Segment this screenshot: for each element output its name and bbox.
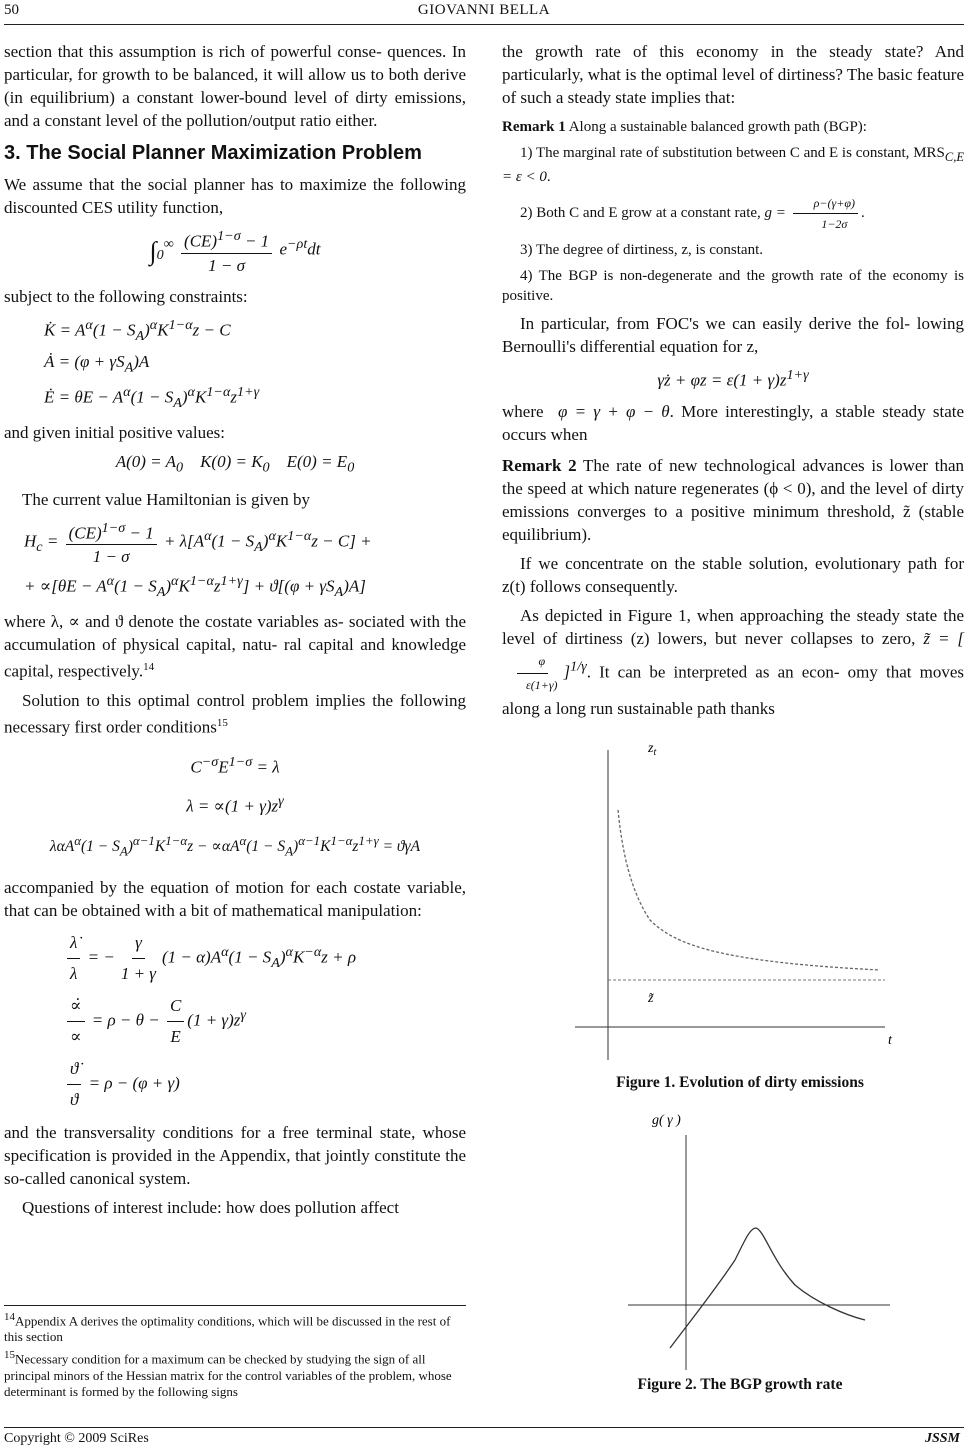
figure-1: [560, 740, 900, 1070]
paragraph: where λ, ∝ and ϑ denote the costate variables as- sociated with the accumulation of physical capital, natu- ral capital and knowledge capital, respectively.$^{14}$: [4, 612, 466, 681]
footnote-14: $^{14}$Appendix A derives the optimality conditions, which will be discussed in the rest of this section: [4, 1311, 451, 1345]
page-number: 50: [4, 2, 19, 18]
page-footer: [0, 1427, 968, 1453]
growth-curve: [670, 1228, 865, 1348]
footnotes: [4, 1309, 466, 1402]
paragraph: where φ = γ + φ − θ. More interestingly, a stable steady state occurs when: [502, 401, 965, 444]
remark-1: Remark 1 Along a sustainable balanced growth path (BGP): 1) The marginal rate of substitution between C and E is constant, $MRS_{C,E} = \varepsilon < 0$. 2) Both C and E grow at a constant rate, g = $\frac{\rho-(\gamma+\varphi)}{1-2\sigma}$ . 3) The degree of dirtiness, z, is constant. 4) The BGP is non-degenerate and the growth rate of the economy is positive.: [502, 119, 964, 304]
section-title: 3. The Social Planner Maximization Problem: [4, 142, 422, 164]
paragraph: The current value Hamiltonian is given by: [22, 489, 310, 509]
footnote-rule: [4, 1305, 466, 1306]
paragraph: In particular, from FOC's we can easily derive the fol- lowing Bernoulli's differential equation for z,: [502, 314, 964, 356]
figure-2: [600, 1110, 900, 1370]
right-column: [502, 40, 964, 726]
page-header: [0, 0, 968, 26]
header-rule: [4, 24, 964, 25]
paragraph: and given initial positive values:: [4, 423, 225, 443]
figure-1-caption: Figure 1. Evolution of dirty emissions: [616, 1074, 864, 1091]
remark-2: Remark 2 The rate of new technological advances is lower than the speed at which nature regenerates (ϕ < 0), and the level of dirty emissions converges to a positive minimum threshold, z̃ (stable equilibrium).: [502, 455, 965, 544]
costate-equations: $\frac{\lambdȧ}{\lambda}$ = − $\frac{\gamma}{1 + \gamma}$ $(1 - \alpha)A^\alpha(1 - S_A)^\alpha K^{-\alpha}z + \rho$ $\frac{\proptȯ}{\propto}$ = ρ − θ − $\frac{C}{E}$ $(1 + \gamma)z^\gamma$ $\frac{ϑ̇}{ϑ}$ = ρ − (φ + γ): [64, 928, 466, 1115]
copyright: Copyright © 2009 SciRes: [4, 1431, 149, 1446]
y-label: $z_t$: [648, 741, 657, 758]
footnote-15: $^{15}$Necessary condition for a maximum can be checked by studying the sign of all principal minors of the Hessian matrix for the control variables of the problem, whose determinant is formed by the following signs: [4, 1349, 452, 1399]
figure-2-plot: [600, 1110, 900, 1370]
hamiltonian-equation: $H_c$ = $\frac{(CE)^{1-\sigma} - 1}{1 - \sigma}$ + $\lambda[A^\alpha(1 - S_A)^\alpha K^{1-\alpha}z - C]$ + + $\propto[\theta E - A^\alpha(1 - S_A)^\alpha K^{1-\alpha}z^{1+\gamma}] + ϑ[(\varphi + \gamma S_A)A]$: [24, 517, 466, 605]
paragraph: Questions of interest include: how does pollution affect: [22, 1198, 399, 1218]
left-column: [4, 40, 466, 1225]
constraints-equations: K̇ = $A^\alpha(1 - S_A)^\alpha K^{1-\alpha}z - C$ Ȧ = $(\varphi + \gamma S_A)A$ Ė = $\theta E - A^\alpha(1 - S_A)^\alpha K^{1-\alpha}z^{1+\gamma}$: [44, 316, 260, 412]
first-order-conditions: $C^{-\sigma}E^{1-\sigma} = \lambda$ $\lambda = \propto(1 + \gamma)z^\gamma$ $\lambda\alpha A^\alpha(1 - S_A)^{\alpha-1}K^{1-\alpha}z - \propto\alpha A^\alpha(1 - S_A)^{\alpha-1}K^{1-\alpha}z^{1+\gamma} = ϑ\gamma A$: [49, 753, 421, 859]
paragraph: We assume that the social planner has to maximize the following discounted CES utility function,: [4, 175, 466, 217]
paragraph: Solution to this optimal control problem implies the following necessary first order conditions$^{15}$: [4, 690, 466, 737]
paragraph: accompanied by the equation of motion for each costate variable, that can be obtained with a bit of mathematical manipulation:: [4, 878, 466, 921]
paragraph: and the transversality conditions for a free terminal state, whose specification is provided in the Appendix, that jointly constitute the so-called canonical system.: [4, 1123, 466, 1189]
decay-curve: [618, 810, 880, 970]
threshold-label: z̃: [648, 991, 654, 1006]
utility-integral: $\int_0^\infty$ $\frac{(CE)^{1-\sigma} - 1}{1 - \sigma}$ $e^{-\rho t}dt$: [4, 225, 466, 277]
paragraph: subject to the following constraints:: [4, 286, 248, 306]
figure-1-plot: [560, 740, 900, 1070]
paragraph: If we concentrate on the stable solution, evolutionary path for z(t) follows consequently.: [502, 553, 964, 596]
initial-values: $A(0) = A_0$ $K(0) = K_0$ $E(0) = E_0$: [115, 452, 355, 476]
bernoulli-equation: γż + $\varphi z = \varepsilon(1 + \gamma)z^{1+\gamma}$: [657, 367, 809, 390]
running-head: GIOVANNI BELLA: [417, 2, 551, 18]
paragraph: As depicted in Figure 1, when approaching the steady state the level of dirtiness (z) lowers, but never collapses to zero, z̃ = [ $\frac{\varphi}{\varepsilon(1+\gamma)}$ ]$^{1/\gamma}$. It can be interpreted as an econ- omy that moves along a long run sustainable path thanks: [502, 605, 965, 718]
footer-rule: [4, 1427, 964, 1428]
paragraph: section that this assumption is rich of powerful conse- quences. In particular, for growth to be balanced, it will allow us to both derive (in equilibrium) a constant lower-bound level of dirty emissions, and a constant level of the pollution/output ratio either.: [4, 42, 466, 130]
x-label: t: [888, 1033, 892, 1048]
y-label: g( γ ): [652, 1113, 681, 1128]
journal-name: JSSM: [924, 1431, 960, 1446]
figure-2-caption: Figure 2. The BGP growth rate: [637, 1376, 843, 1393]
paragraph: the growth rate of this economy in the steady state? And particularly, what is the optimal level of dirtiness? The basic feature of such a steady state implies that:: [502, 42, 964, 107]
